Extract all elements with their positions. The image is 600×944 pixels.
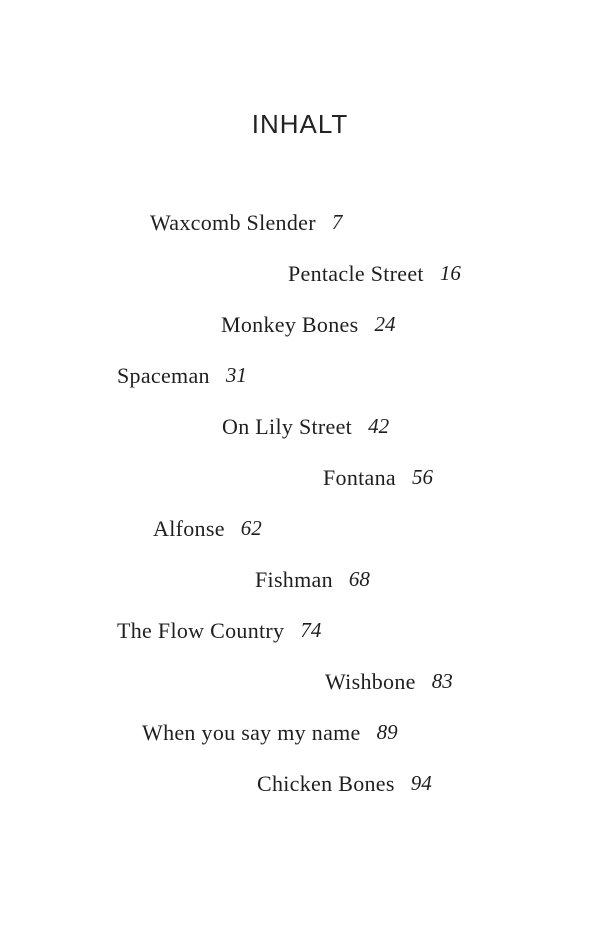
toc-entry bbox=[0, 503, 600, 554]
toc-entry-page-number: 56 bbox=[411, 465, 433, 489]
toc-entry-title: Fontana bbox=[323, 464, 396, 490]
page-title: INHALT bbox=[251, 109, 349, 139]
toc-entry-page-number: 94 bbox=[410, 771, 432, 795]
toc-entry bbox=[0, 401, 600, 452]
toc-entry-title: Alfonse bbox=[153, 515, 225, 541]
toc-entry bbox=[0, 656, 600, 707]
toc-entry-title: Chicken Bones bbox=[257, 770, 395, 796]
toc-entry bbox=[0, 197, 600, 248]
toc-entry-title: Monkey Bones bbox=[221, 311, 359, 337]
toc-entry bbox=[0, 758, 600, 809]
toc-entry-page-number: 68 bbox=[348, 567, 370, 591]
toc-entry-page-number: 62 bbox=[240, 516, 262, 540]
toc-entry bbox=[0, 248, 600, 299]
toc-entry-page-number: 83 bbox=[431, 669, 453, 693]
toc-entry bbox=[0, 299, 600, 350]
toc-entry-page-number: 42 bbox=[368, 414, 390, 438]
toc-entry-title: Waxcomb Slender bbox=[150, 209, 316, 235]
toc-entry bbox=[0, 350, 600, 401]
toc-entry bbox=[0, 605, 600, 656]
toc-entry-page-number: 24 bbox=[374, 312, 396, 336]
toc-entry-page-number: 31 bbox=[225, 363, 247, 387]
toc-entry-title: Fishman bbox=[255, 566, 333, 592]
toc-entry-title: On Lily Street bbox=[222, 413, 353, 439]
toc-entry-page-number: 89 bbox=[376, 720, 398, 744]
toc-entry bbox=[0, 707, 600, 758]
toc-entry-title: Wishbone bbox=[325, 668, 416, 694]
table-of-contents bbox=[0, 197, 600, 809]
toc-entry-title: The Flow Country bbox=[117, 617, 285, 643]
toc-entry bbox=[0, 554, 600, 605]
toc-entry-title: When you say my name bbox=[142, 719, 361, 745]
toc-entry bbox=[0, 452, 600, 503]
toc-entry-page-number: 16 bbox=[439, 261, 461, 285]
toc-entry-title: Spaceman bbox=[117, 362, 210, 388]
toc-entry-title: Pentacle Street bbox=[288, 260, 424, 286]
toc-entry-page-number: 74 bbox=[300, 618, 322, 642]
toc-entry-page-number: 7 bbox=[331, 210, 343, 234]
